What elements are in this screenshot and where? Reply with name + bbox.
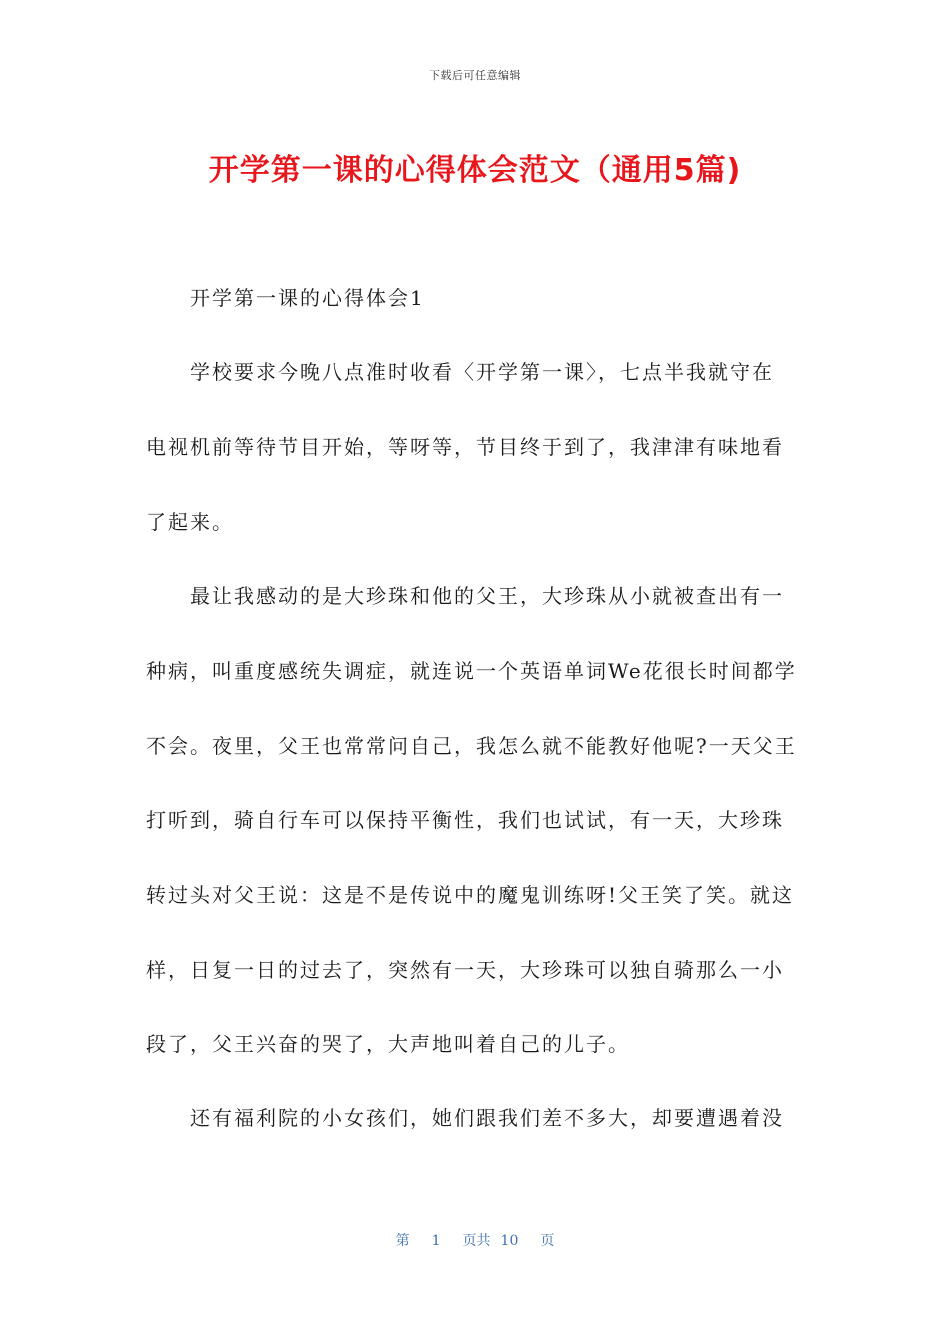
footer-page-number: 1	[431, 1233, 441, 1249]
document-title: 开学第一课的心得体会范文（通用5篇)	[208, 153, 742, 188]
paragraph-line: 了起来。	[146, 510, 234, 534]
paragraph-line: 最让我感动的是大珍珠和他的父王，大珍珠从小就被查出有一	[190, 584, 784, 608]
page-footer	[0, 1230, 950, 1250]
paragraph-line: 电视机前等待节目开始，等呀等，节目终于到了，我津津有味地看	[146, 435, 784, 459]
footer-prefix: 第	[395, 1233, 410, 1249]
paragraph-line: 打听到，骑自行车可以保持平衡性，我们也试试，有一天，大珍珠	[146, 808, 784, 832]
section-heading: 开学第一课的心得体会1	[190, 286, 425, 310]
footer-middle: 页共	[462, 1233, 491, 1249]
header-note: 下载后可任意编辑	[429, 69, 521, 82]
paragraph-line: 种病，叫重度感统失调症，就连说一个英语单词We花很长时间都学	[146, 659, 797, 683]
footer-total-pages: 10	[500, 1233, 519, 1249]
footer-suffix: 页	[540, 1233, 555, 1249]
paragraph-line: 学校要求今晚八点准时收看〈开学第一课〉，七点半我就守在	[190, 360, 774, 384]
paragraph-line: 转过头对父王说：这是不是传说中的魔鬼训练呀!父王笑了笑。就这	[146, 883, 795, 907]
paragraph-line: 还有福利院的小女孩们，她们跟我们差不多大，却要遭遇着没	[190, 1106, 784, 1130]
paragraph-line: 段了，父王兴奋的哭了，大声地叫着自己的儿子。	[146, 1032, 630, 1056]
paragraph-line: 样，日复一日的过去了，突然有一天，大珍珠可以独自骑那么一小	[146, 958, 784, 982]
paragraph-line: 不会。夜里，父王也常常问自己，我怎么就不能教好他呢?一天父王	[146, 734, 797, 758]
